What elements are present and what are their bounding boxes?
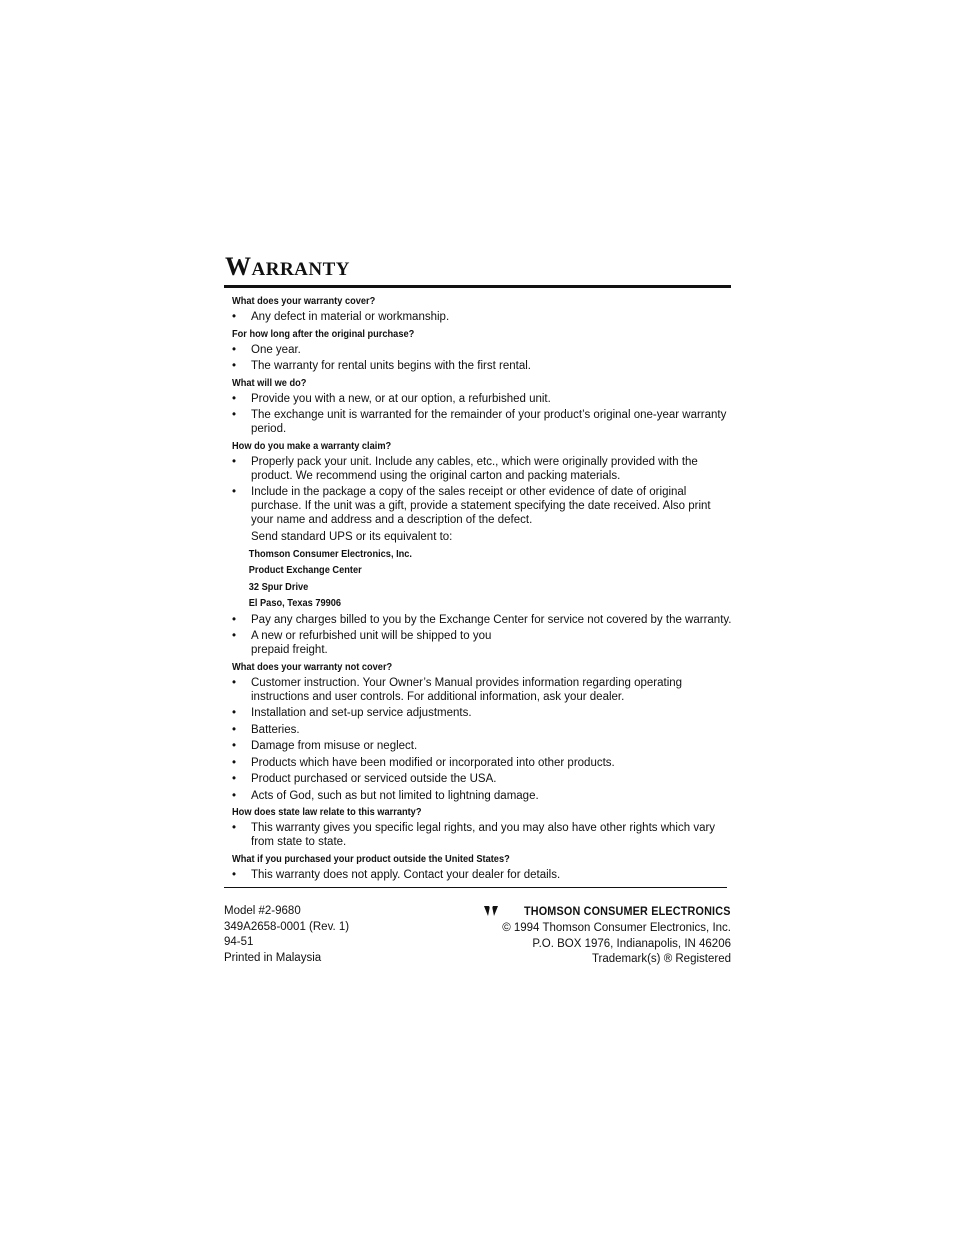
print-code: 94-51 <box>224 936 254 948</box>
list-item: • Customer instruction. Your Owner’s Manual provides information regarding operating instructions and user controls. For additional information, ask your dealer. <box>232 676 732 704</box>
list-item: • Product purchased or serviced outside the USA. <box>232 772 732 786</box>
list-item: • Pay any charges billed to you by the Exchange Center for service not covered by the warranty. <box>232 613 732 627</box>
list-item: • Acts of God, such as but not limited to lightning damage. <box>232 789 732 803</box>
footer-right <box>484 904 731 968</box>
shipped-line-2: prepaid freight. <box>251 644 328 656</box>
section-outside-us <box>232 852 732 882</box>
title-rest: ARRANTY <box>251 259 350 280</box>
copyright: © 1994 Thomson Consumer Electronics, Inc. <box>502 922 731 934</box>
section-cover <box>232 294 732 324</box>
section-claim <box>232 439 732 658</box>
send-note: Send standard UPS or its equivalent to: <box>251 530 453 543</box>
model-number: Model #2-9680 <box>224 905 301 917</box>
question-not-cover: What does your warranty not cover? <box>232 660 393 673</box>
list-item: • The exchange unit is warranted for the remainder of your product’s original one-year warranty period. <box>232 408 732 436</box>
section-not-cover <box>232 660 732 803</box>
warranty-page <box>224 252 732 888</box>
list-item: • Properly pack your unit. Include any cables, etc., which were originally provided with the product. We recommend using the original carton and packing materials. <box>232 455 732 483</box>
list-item: • Batteries. <box>232 723 732 737</box>
section-will-do <box>232 376 732 437</box>
trademark: Trademark(s) ® Registered <box>591 953 731 965</box>
list-item: • One year. <box>232 343 732 357</box>
address-line: Product Exchange Center <box>248 564 362 576</box>
printed-in: Printed in Malaysia <box>224 951 322 964</box>
address-line: El Paso, Texas 79906 <box>248 597 342 609</box>
question-cover: What does your warranty cover? <box>232 295 376 307</box>
question-outside-us: What if you purchased your product outside the United States? <box>232 852 510 865</box>
list-item: • This warranty does not apply. Contact your dealer for details. <box>232 868 732 882</box>
list-item: • Provide you with a new, or at our option, a refurbished unit. <box>232 392 732 406</box>
list-item: • This warranty gives you specific legal rights, and you may also have other rights which vary from state to state. <box>232 821 732 849</box>
footer-left <box>224 904 349 966</box>
page-title <box>225 252 732 285</box>
brand <box>484 904 731 918</box>
question-duration: For how long after the original purchase? <box>232 327 415 340</box>
title-initial: W <box>225 252 252 281</box>
list-item: • The warranty for rental units begins with the first rental. <box>232 359 732 373</box>
question-claim: How do you make a warranty claim? <box>232 439 392 452</box>
thomson-logo-icon <box>484 905 498 917</box>
section-state-law <box>232 805 732 849</box>
address-line: 32 Spur Drive <box>248 580 309 593</box>
bottom-rule <box>224 887 727 888</box>
section-duration <box>232 327 732 374</box>
title-rule <box>224 285 731 288</box>
list-item-shipped <box>232 629 732 657</box>
list-item: • Include in the package a copy of the sales receipt or other evidence of date of original purchase. If the unit was a gift, provide a statement specifying the date received. Also print your name and address and a description of the defect. <box>232 485 732 527</box>
address-line: Thomson Consumer Electronics, Inc. <box>248 547 413 560</box>
po-box: P.O. BOX 1976, Indianapolis, IN 46206 <box>532 937 731 950</box>
shipped-line-1: A new or refurbished unit will be shipped to you <box>251 630 492 642</box>
list-item: • Products which have been modified or incorporated into other products. <box>232 756 732 770</box>
part-number: 349A2658-0001 (Rev. 1) <box>224 920 350 933</box>
list-item: • Damage from misuse or neglect. <box>232 739 732 753</box>
brand-name: THOMSON CONSUMER ELECTRONICS <box>524 904 731 918</box>
question-will-do: What will we do? <box>232 376 307 389</box>
list-item: • Installation and set-up service adjustments. <box>232 706 732 720</box>
list-item: • Any defect in material or workmanship. <box>232 310 732 324</box>
question-state-law: How does state law relate to this warranty? <box>232 806 422 818</box>
